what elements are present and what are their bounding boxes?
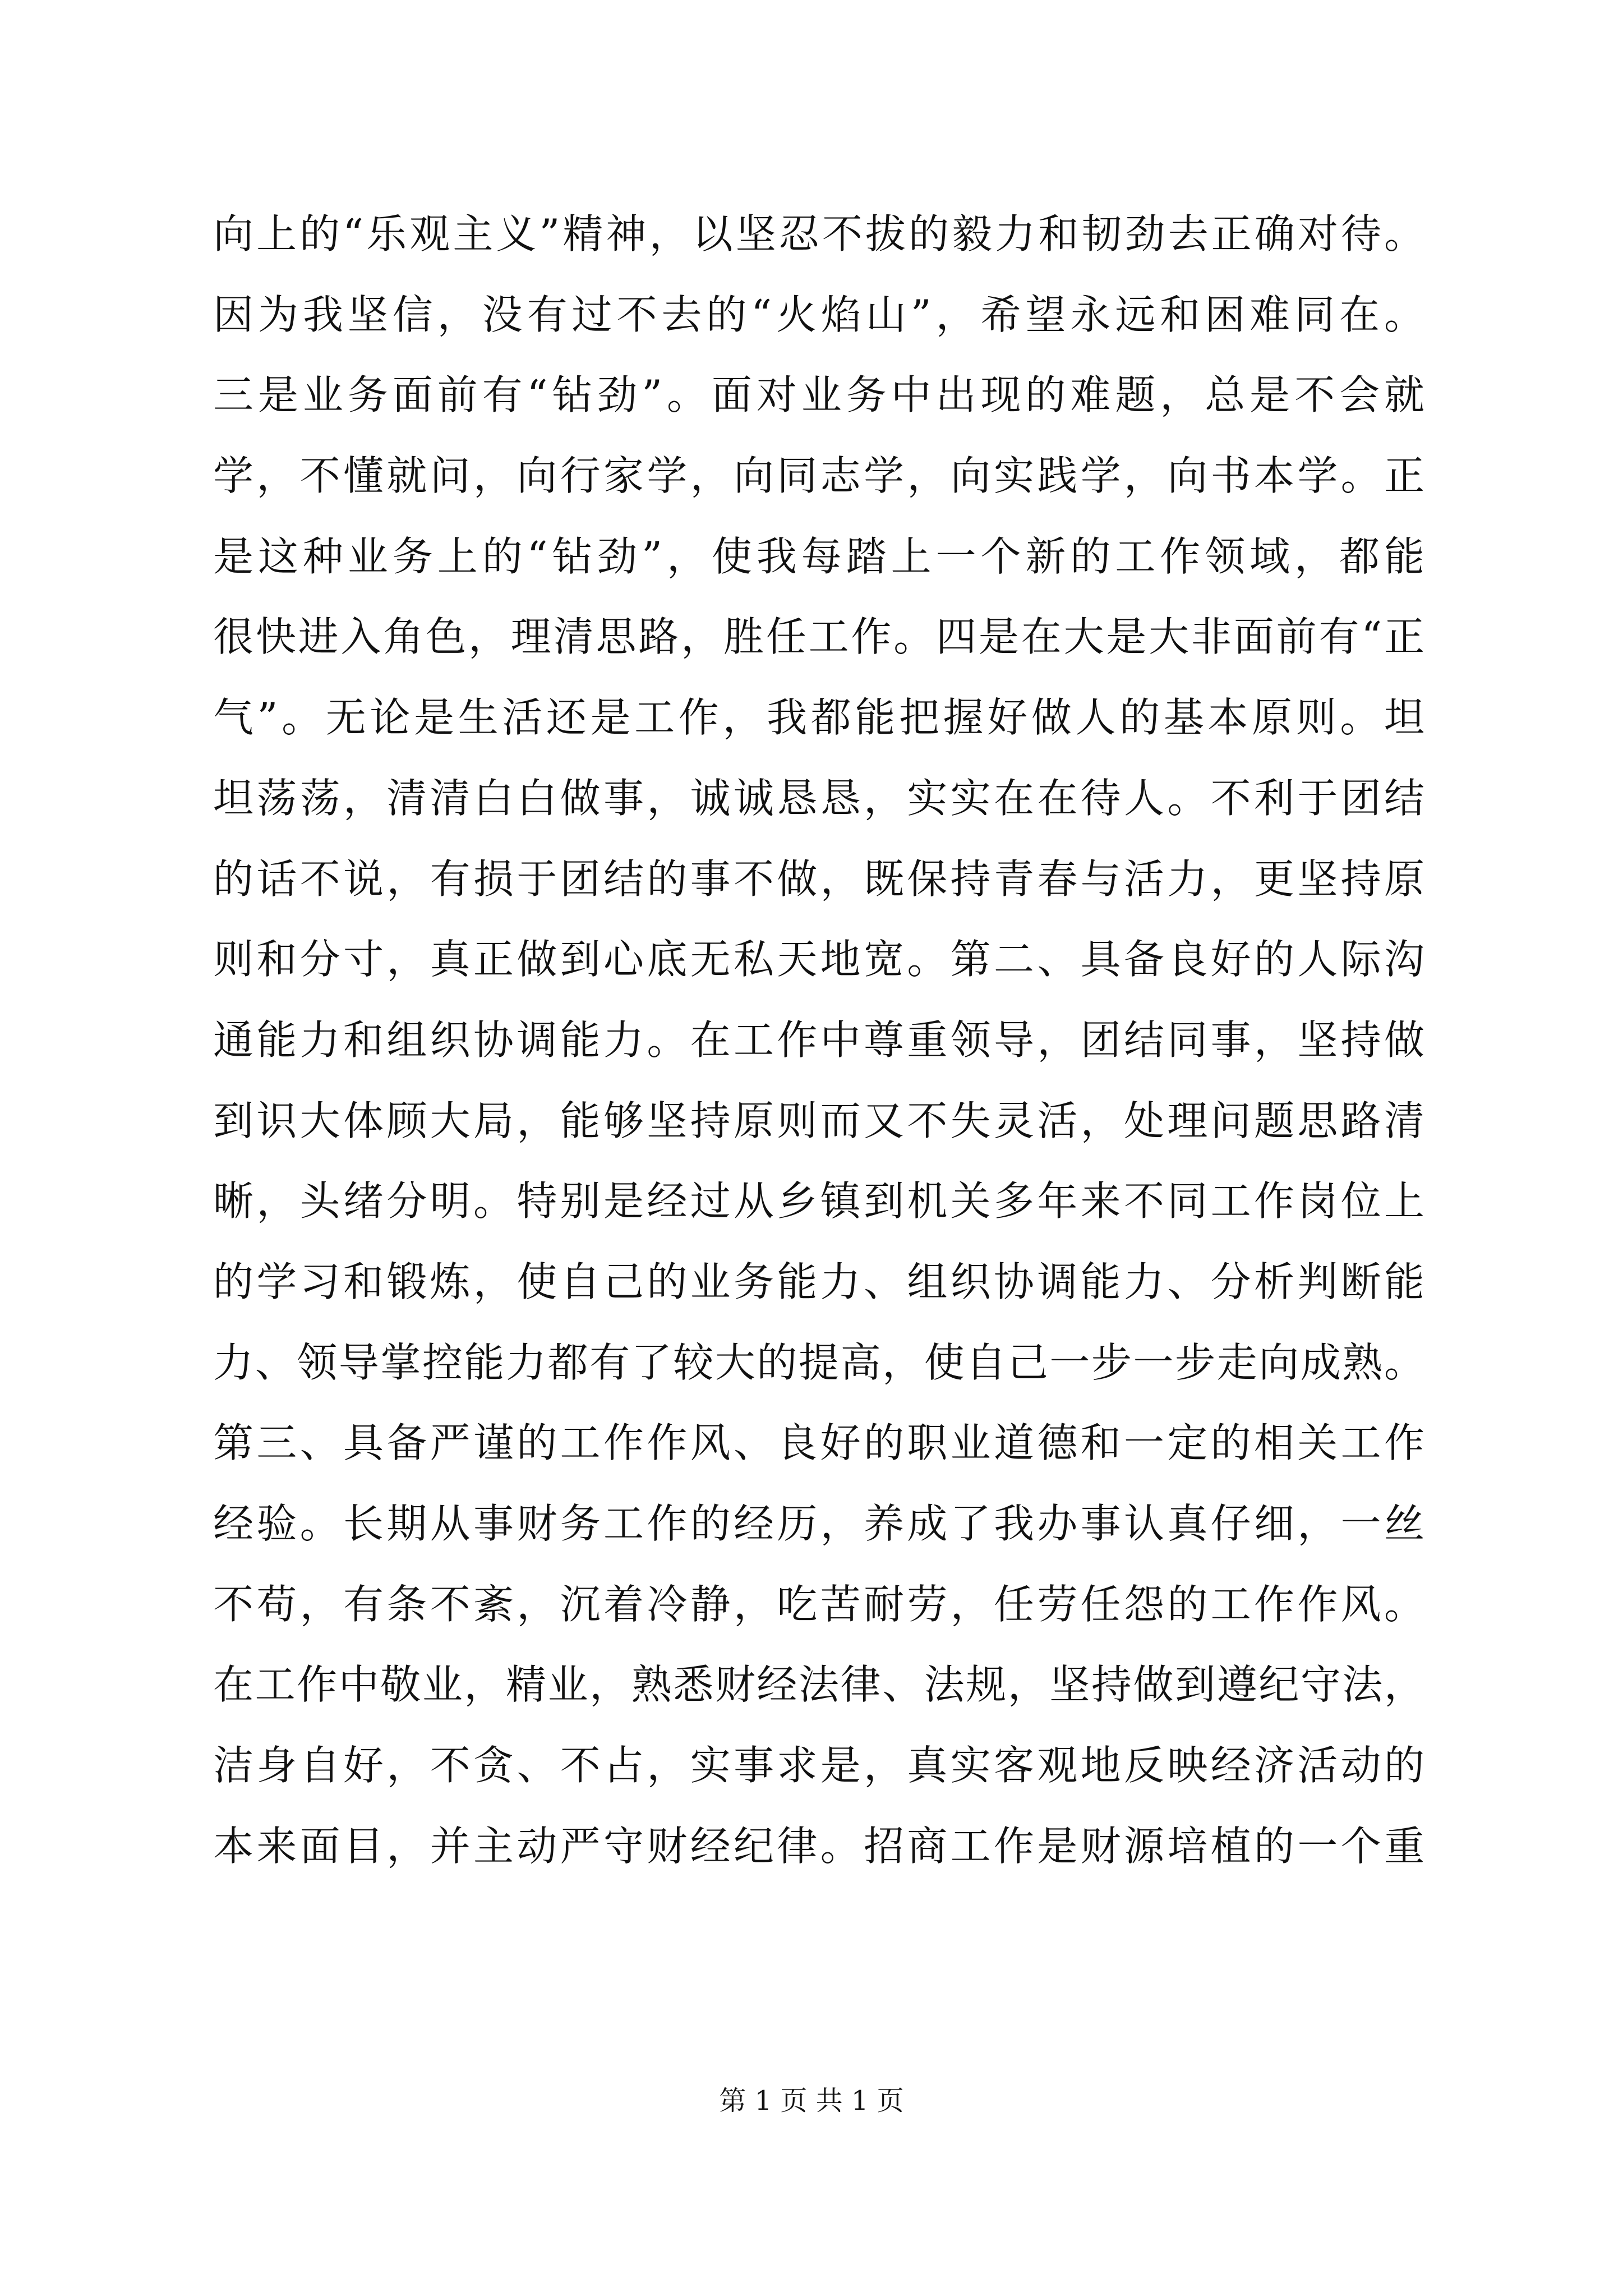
text-line: 很快进入角色，理清思路，胜任工作。四是在大是大非面前有“正 bbox=[213, 613, 1424, 661]
text-line: 的话不说，有损于团结的事不做，既保持青春与活力，更坚持原 bbox=[213, 855, 1424, 903]
text-line: 则和分寸，真正做到心底无私天地宽。第二、具备良好的人际沟 bbox=[213, 936, 1424, 983]
page-number-label: 第 1 页 共 1 页 bbox=[719, 2085, 904, 2116]
text-line: 的学习和锻炼，使自己的业务能力、组织协调能力、分析判断能 bbox=[213, 1258, 1424, 1305]
text-line: 晰，头绪分明。特别是经过从乡镇到机关多年来不同工作岗位上 bbox=[213, 1177, 1424, 1225]
text-line: 洁身自好，不贪、不占，实事求是，真实客观地反映经济活动的 bbox=[213, 1742, 1424, 1789]
text-line: 本来面目，并主动严守财经纪律。招商工作是财源培植的一个重 bbox=[213, 1822, 1424, 1870]
text-line: 学，不懂就问，向行家学，向同志学，向实践学，向书本学。正 bbox=[213, 452, 1424, 500]
body-text bbox=[213, 194, 1424, 1887]
page-footer bbox=[0, 2078, 1623, 2123]
text-line: 第三、具备严谨的工作作风、良好的职业道德和一定的相关工作 bbox=[213, 1419, 1424, 1467]
text-line: 向上的“乐观主义”精神，以坚忍不拔的毅力和韧劲去正确对待。 bbox=[213, 210, 1424, 257]
text-line: 到识大体顾大局，能够坚持原则而又不失灵活，处理问题思路清 bbox=[213, 1097, 1424, 1144]
text-line: 不苟，有条不紊，沉着冷静，吃苦耐劳，任劳任怨的工作作风。 bbox=[213, 1580, 1424, 1628]
text-line: 因为我坚信，没有过不去的“火焰山”，希望永远和困难同在。 bbox=[213, 291, 1424, 338]
text-line: 气”。无论是生活还是工作，我都能把握好做人的基本原则。坦 bbox=[213, 694, 1424, 742]
text-line: 力、领导掌控能力都有了较大的提高，使自己一步一步走向成熟。 bbox=[213, 1338, 1424, 1386]
text-line: 通能力和组织协调能力。在工作中尊重领导，团结同事，坚持做 bbox=[213, 1016, 1424, 1064]
text-line: 在工作中敬业，精业，熟悉财经法律、法规，坚持做到遵纪守法， bbox=[213, 1661, 1424, 1709]
text-line: 经验。长期从事财务工作的经历，养成了我办事认真仔细，一丝 bbox=[213, 1500, 1424, 1547]
text-line: 坦荡荡，清清白白做事，诚诚恳恳，实实在在待人。不利于团结 bbox=[213, 774, 1424, 822]
text-line: 三是业务面前有“钻劲”。面对业务中出现的难题，总是不会就 bbox=[213, 371, 1424, 419]
text-line: 是这种业务上的“钻劲”，使我每踏上一个新的工作领域，都能 bbox=[213, 532, 1424, 580]
